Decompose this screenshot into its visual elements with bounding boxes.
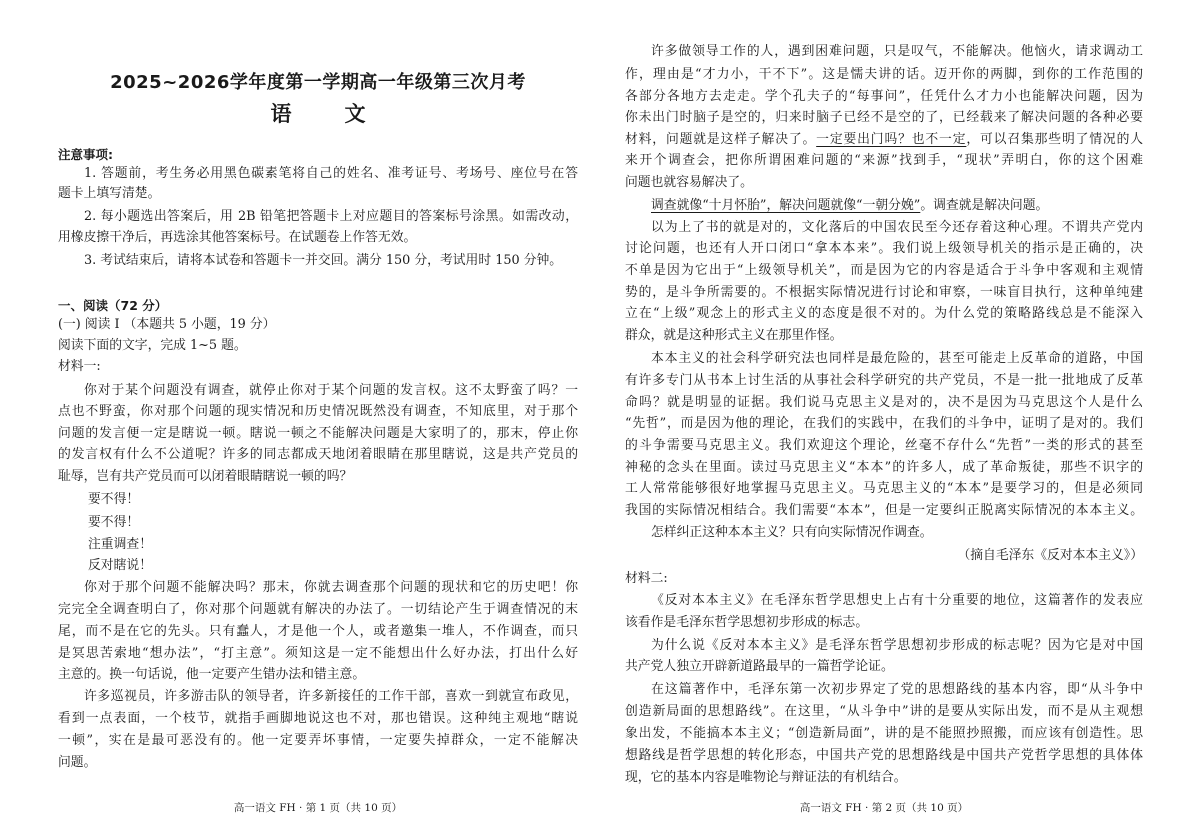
source-citation: （摘自毛泽东《反对本本主义》） bbox=[957, 548, 1143, 563]
text-line: 象出发，不能搞本本主义；“创造新局面”，讲的是不能照抄照搬，而应该有创造性。思 bbox=[625, 726, 1143, 741]
text-line: 来开个调查会，把你所谓困难问题的“来源”找到手，“现状”弄明白，你的这个困难 bbox=[625, 153, 1143, 168]
text-line: “先哲”，而是因为他的理论，在我们的实践中，在我们的斗争中，证明了是对的。我们 bbox=[625, 416, 1143, 431]
text-line: 作，理由是“才力小，干不下”。这是懦夫讲的话。迈开你的两脚，到你的工作范围的 bbox=[625, 67, 1143, 82]
text-line: 该看作是毛泽东哲学思想初步形成的标志。 bbox=[625, 615, 869, 630]
text-line: 现，它的基本内容是唯物论与辩证法的有机结合。 bbox=[625, 770, 907, 785]
text-line: 立在“上级”观念上的形式主义的态度是很不对的。为什么党的策略路线总是不能深入 bbox=[625, 306, 1143, 321]
text-line: 是冥思苦索地“想办法”，“打主意”。须知这是一定不能想出什么好办法，打出什么好 bbox=[58, 646, 578, 661]
text-line: 耻辱，岂有共产党员而可以闭着眼睛瞎说一顿的吗？ bbox=[58, 469, 353, 484]
text-line: 要不得！ bbox=[88, 492, 140, 507]
text-line: 你对于那个问题不能解决吗？那末，你就去调查那个问题的现状和它的历史吧！你 bbox=[84, 580, 578, 595]
text-line: 你未出门时脑子是空的，归来时脑子已经不是空的了，已经载来了解决问题的各种必要 bbox=[625, 110, 1143, 125]
text-line: 许多巡视员，许多游击队的领导者，许多新接任的工作干部，喜欢一到就宣布政见， bbox=[84, 689, 578, 704]
text-line: 不单是因为它出于“上级领导机关”，而是因为它的内容是适合于斗争中客观和主观情 bbox=[625, 263, 1143, 278]
text-line: 点也不野蛮，你对那个问题的现实情况和历史情况既然没有调查，不知底里，对于那个 bbox=[58, 404, 578, 419]
text-line: 怎样纠正这种本本主义？只有向实际情况作调查。 bbox=[651, 525, 933, 540]
notice-item: 用橡皮擦干净后，再选涂其他答案标号。在试题卷上作答无效。 bbox=[58, 230, 417, 245]
text-segment: 。调查就是解决问题。 bbox=[920, 198, 1049, 213]
text-line: 许多做领导工作的人，遇到困难问题，只是叹气，不能解决。他恼火，请求调动工 bbox=[651, 44, 1143, 59]
text-line: 想路线是哲学思想的转化形态，中国共产党的思想路线是中国共产党哲学思想的具体体 bbox=[625, 748, 1143, 763]
text-line: 主意的。换一句话说，他一定要产生错办法和错主意。 bbox=[58, 667, 366, 682]
section-title: 一、阅读（72 分） bbox=[58, 298, 168, 313]
text-line: 讨论问题，也还有人开口闭口“拿本本来”。我们说上级领导机关的指示是正确的，决 bbox=[625, 241, 1143, 256]
notice-item: 1. 答题前，考生务必用黑色碳素笔将自己的姓名、准考证号、考场号、座位号在答 bbox=[84, 166, 578, 181]
text-line: 创造新局面的思想路线”。在这里，“从斗争中”讲的是要从实际出发，而不是从主观想 bbox=[625, 704, 1143, 719]
text-line: 问题的发言便一定是瞎说一顿。瞎说一顿之不能解决问题是大家明了的，那末，停止你 bbox=[58, 426, 578, 441]
text-line: 共产党人独立开辟新道路最早的一篇哲学论证。 bbox=[625, 659, 894, 674]
underlined-text: 调查就像“十月怀胎”，解决问题就像“一朝分娩” bbox=[651, 198, 921, 213]
text-line: 本本主义的社会科学研究法也同样是最危险的，甚至可能走上反革命的道路，中国 bbox=[651, 351, 1143, 366]
text-line: 要不得！ bbox=[88, 515, 140, 530]
text-line: 神秘的念头在里面。读过马克思主义“本本”的许多人，成了革命叛徒，那些不识字的 bbox=[625, 460, 1143, 475]
text-line-with-underline bbox=[625, 130, 1143, 150]
text-line: 问题。 bbox=[58, 755, 97, 770]
exam-subject: 语 文 bbox=[270, 102, 382, 126]
page-1 bbox=[58, 0, 578, 826]
underlined-text: 一定要出门吗？也不一定 bbox=[816, 132, 967, 147]
section-subtitle: (一) 阅读 I （本题共 5 小题，19 分） bbox=[58, 317, 276, 332]
text-line: 命吗？就是明显的证据。我们说马克思主义是对的，决不是因为马克思这个人是什么 bbox=[625, 395, 1143, 410]
notice-item: 2. 每小题选出答案后，用 2B 铅笔把答题卡上对应题目的答案标号涂黑。如需改动， bbox=[84, 209, 578, 224]
text-line: 完完全全调查明白了，你对那个问题就有解决的办法了。一切结论产生于调查情况的末 bbox=[58, 602, 578, 617]
material-label: 材料二: bbox=[625, 571, 668, 586]
text-line: 势的，是斗争所需要的。不根据实际情况进行讨论和审察，一味盲目执行，这种单纯建 bbox=[625, 285, 1143, 300]
text-segment: 材料，问题就是这样子解决了。 bbox=[625, 132, 817, 147]
text-line: 为什么说《反对本本主义》是毛泽东哲学思想初步形成的标志呢？因为它是对中国 bbox=[651, 638, 1143, 653]
text-line: 的斗争需要马克思主义。我们欢迎这个理论，丝毫不存什么“先哲”一类的形式的甚至 bbox=[625, 438, 1143, 453]
page-footer: 高一语文 FH · 第 2 页（共 10 页） bbox=[799, 802, 969, 814]
text-line: 以为上了书的就是对的，文化落后的中国农民至今还存着这种心理。不谓共产党内 bbox=[651, 220, 1143, 235]
text-line: 《反对本本主义》在毛泽东哲学思想史上占有十分重要的地位，这篇著作的发表应 bbox=[651, 593, 1143, 608]
exam-title: 2025~2026学年度第一学期高一年级第三次月考 bbox=[110, 72, 526, 93]
text-line: 你对于某个问题没有调查，就停止你对于某个问题的发言权。这不太野蛮了吗？一 bbox=[84, 383, 578, 398]
page-2 bbox=[625, 0, 1143, 826]
text-line: 工人常常能够很好地掌握马克思主义。马克思主义的“本本”是要学习的，但是必须同 bbox=[625, 481, 1143, 496]
text-line: 我国的实际情况相结合。我们需要“本本”，但是一定要纠正脱离实际情况的本本主义。 bbox=[625, 503, 1143, 518]
notice-item: 题卡上填写清楚。 bbox=[58, 186, 161, 201]
text-line: 反对瞎说！ bbox=[88, 558, 152, 573]
text-line: 各部分各地方去走走。学个孔夫子的“每事问”，任凭什么才力小也能解决问题，因为 bbox=[625, 89, 1143, 104]
material-label: 材料一: bbox=[58, 359, 101, 374]
section-instruction: 阅读下面的文字，完成 1~5 题。 bbox=[58, 338, 247, 353]
text-line: 尾，而不是在它的先头。只有蠢人，才是他一个人，或者邀集一堆人，不作调查，而只 bbox=[58, 624, 578, 639]
text-line-with-underline bbox=[625, 196, 1143, 216]
text-line: 有许多专门从书本上讨生活的从事社会科学研究的共产党员，不是一批一批地成了反革 bbox=[625, 373, 1143, 388]
text-line: 的发言权有什么不公道呢？许多的同志都成天地闭着眼睛在那里瞎说，这是共产党员的 bbox=[58, 447, 578, 462]
notice-heading: 注意事项: bbox=[58, 147, 113, 162]
text-line: 在这篇著作中，毛泽东第一次初步界定了党的思想路线的基本内容，即“从斗争中 bbox=[651, 682, 1143, 697]
notice-item: 3. 考试结束后，请将本试卷和答题卡一并交回。满分 150 分，考试用时 150 分钟。 bbox=[84, 253, 563, 268]
page-footer: 高一语文 FH · 第 1 页（共 10 页） bbox=[233, 802, 403, 814]
text-line: 群众，就是这种形式主义在那里作怪。 bbox=[625, 328, 843, 343]
text-segment: ，可以召集那些明了情况的人 bbox=[966, 132, 1144, 147]
text-line: 注重调查！ bbox=[88, 537, 152, 552]
text-line: 问题也就容易解决了。 bbox=[625, 175, 753, 190]
text-line: 看到一点表面，一个枝节，就指手画脚地说这也不对，那也错误。这种纯主观地“瞎说 bbox=[58, 711, 578, 726]
text-line: 一顿”，实在是最可恶没有的。他一定要弄坏事情，一定要失掉群众，一定不能解决 bbox=[58, 733, 578, 748]
